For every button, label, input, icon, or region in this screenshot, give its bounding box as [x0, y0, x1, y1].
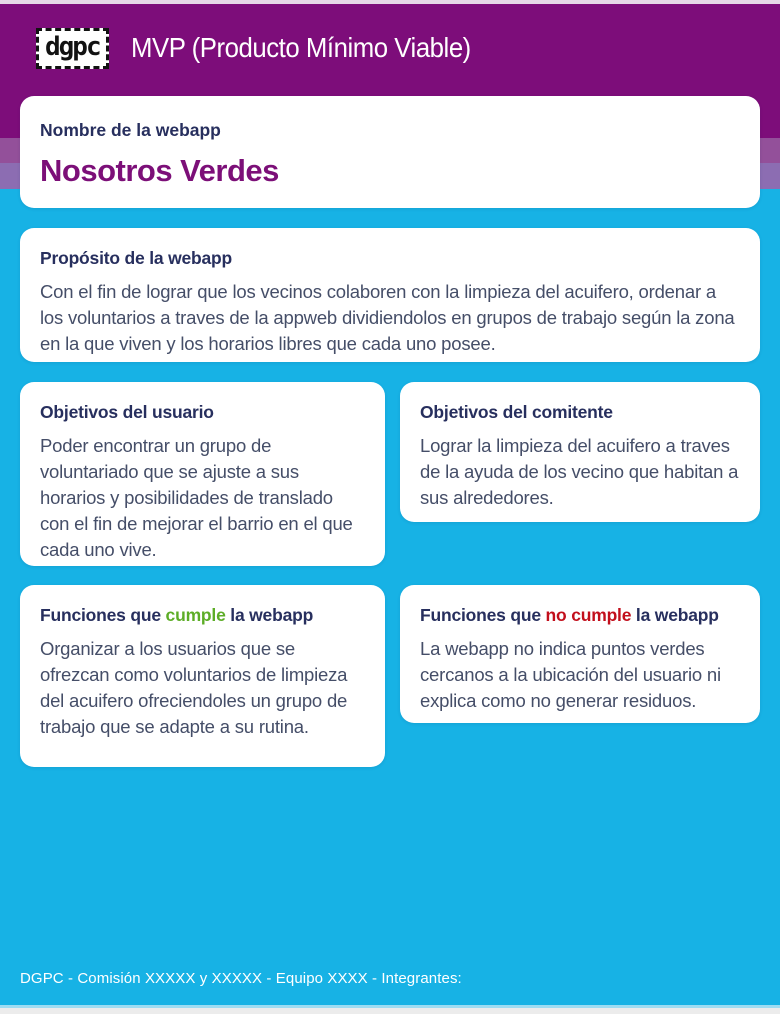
- footer-credits: DGPC - Comisión XXXXX y XXXXX - Equipo XXXX - Integrantes:: [20, 970, 462, 987]
- functions-met-title-prefix: Funciones que: [40, 605, 166, 625]
- objectives-client-body: Lograr la limpieza del acuifero a traves de la ayuda de los vecino que habitan a sus alrededores.: [420, 435, 739, 508]
- card-functions-met: [20, 585, 385, 767]
- functions-met-body: Organizar a los usuarios que se ofrezcan como voluntarios de limpieza del acuifero ofreciendoles un grupo de trabajo que se adapte a su rutina.: [40, 638, 348, 737]
- functions-unmet-body: La webapp no indica puntos verdes cercanos a la ubicación del usuario ni explica como no generar residuos.: [420, 638, 721, 711]
- page-title: MVP (Producto Mínimo Viable): [130, 32, 471, 64]
- functions-unmet-title: [420, 605, 740, 626]
- objectives-user-title: Objetivos del usuario: [40, 402, 214, 422]
- card-objectives-client: [400, 382, 760, 522]
- functions-unmet-title-prefix: Funciones que: [420, 605, 546, 625]
- card-functions-unmet: [400, 585, 760, 723]
- functions-met-title-suffix: la webapp: [225, 605, 314, 625]
- card-purpose: [20, 228, 760, 362]
- functions-unmet-highlight: no cumple: [545, 605, 632, 625]
- functions-unmet-title-suffix: la webapp: [631, 605, 719, 625]
- purpose-body: Con el fin de lograr que los vecinos colaboren con la limpieza del acuifero, ordenar a los voluntarios a traves de la appweb dividiendolos en grupos de trabajo según la zona en la que viven y los horarios libres que cada uno posee.: [40, 281, 735, 354]
- purpose-title: Propósito de la webapp: [40, 248, 233, 268]
- card-webapp-name: [20, 96, 760, 208]
- page-header: [36, 28, 500, 69]
- objectives-user-body: Poder encontrar un grupo de voluntariado que se ajuste a sus horarios y posibilidades de translado con el fin de mejorar el barrio en el que cada uno vive.: [40, 435, 353, 560]
- window-bottom-strip: [0, 1008, 780, 1014]
- card-objectives-user: [20, 382, 385, 566]
- webapp-name-label: Nombre de la webapp: [40, 120, 221, 140]
- functions-met-title: [40, 605, 365, 626]
- webapp-name-value: Nosotros Verdes: [40, 153, 279, 188]
- functions-met-highlight: cumple: [165, 605, 226, 625]
- objectives-client-title: Objetivos del comitente: [420, 402, 613, 422]
- dgpc-logo: dgpc: [36, 28, 109, 69]
